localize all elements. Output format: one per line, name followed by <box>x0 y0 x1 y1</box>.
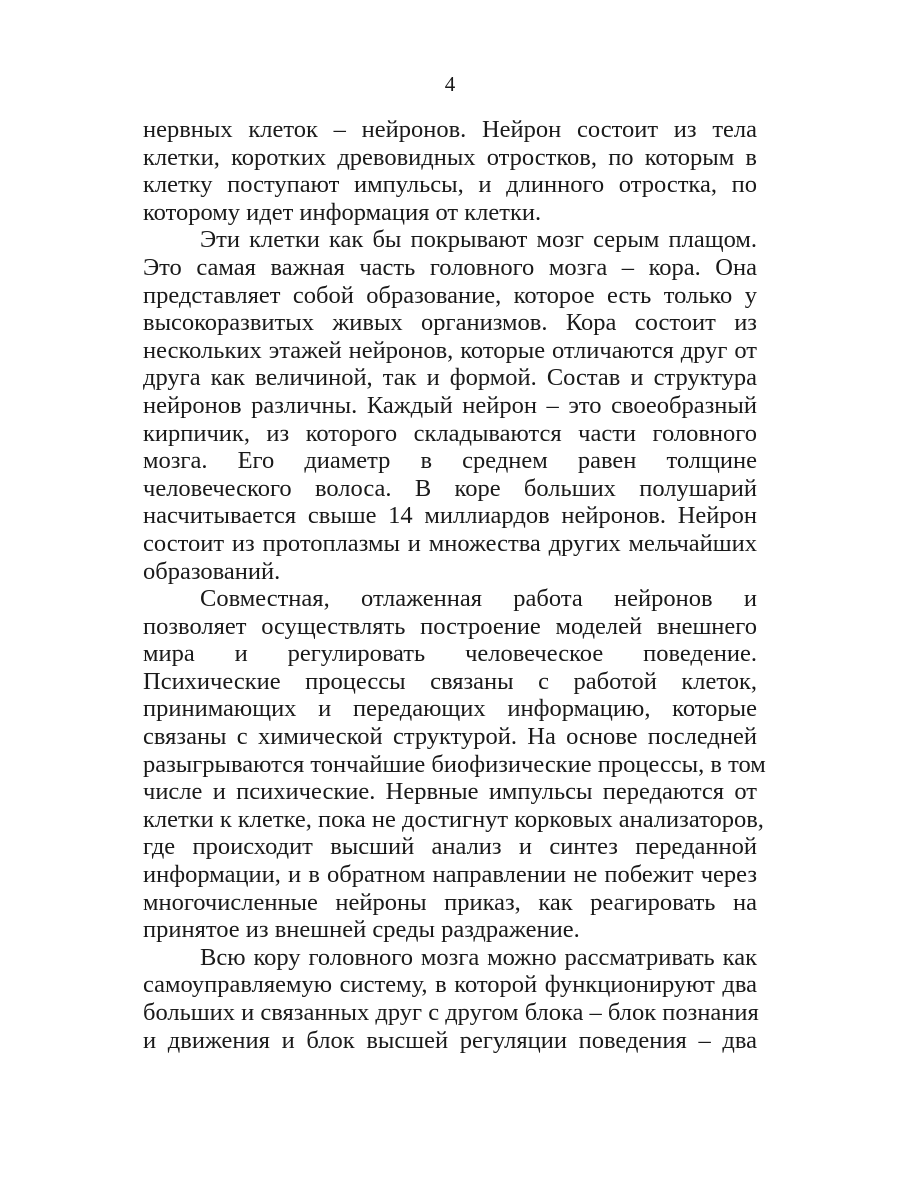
text-line: нейронов различны. Каждый нейрон – это своеобразный <box>143 391 757 419</box>
paragraph <box>143 944 757 1054</box>
paragraph <box>143 116 757 226</box>
text-line: Психические процессы связаны с работой клеток, <box>143 667 757 695</box>
text-line: Совместная, отлаженная работа нейронов и <box>200 585 757 613</box>
text-line: позволяет осуществлять построение моделей внешнего <box>143 612 757 640</box>
text-line: Эти клетки как бы покрывают мозг серым плащом. <box>200 226 757 254</box>
text-line: где происходит высший анализ и синтез переданной <box>143 833 757 861</box>
text-line: высокоразвитых живых организмов. Кора состоит из <box>143 309 757 337</box>
paragraph <box>143 585 766 944</box>
body-text <box>143 116 766 1054</box>
text-line: мира и регулировать человеческое поведение. <box>143 640 757 668</box>
text-line: связаны с химической структурой. На основе последней <box>143 723 757 751</box>
text-line: разыгрываются тончайшие биофизические процессы, в том <box>143 750 766 778</box>
paragraph <box>143 226 757 585</box>
text-line: принятое из внешней среды раздражение. <box>143 916 580 944</box>
text-line: Это самая важная часть головного мозга – кора. Она <box>143 253 757 281</box>
text-line: нескольких этажей нейронов, которые отличаются друг от <box>143 336 757 364</box>
text-line: друга как величиной, так и формой. Состав и структура <box>143 364 757 392</box>
text-line: информации, и в обратном направлении не побежит через <box>143 861 757 889</box>
text-line: образований. <box>143 557 281 585</box>
text-line: клетки, коротких древовидных отростков, по которым в <box>143 143 757 171</box>
page-number: 4 <box>444 72 456 96</box>
text-line: представляет собой образование, которое есть только у <box>143 281 757 309</box>
text-line: принимающих и передающих информацию, которые <box>143 695 757 723</box>
text-line: мозга. Его диаметр в среднем равен толщине <box>143 447 757 475</box>
text-line: Всю кору головного мозга можно рассматривать как <box>200 943 757 971</box>
text-line: самоуправляемую систему, в которой функционируют два <box>143 971 757 999</box>
text-line: которому идет информация от клетки. <box>143 198 542 226</box>
text-line: кирпичик, из которого складываются части головного <box>143 419 757 447</box>
text-line: клетки к клетке, пока не достигнут корковых анализаторов, <box>143 805 764 833</box>
text-line: насчитывается свыше 14 миллиардов нейронов. Нейрон <box>143 502 757 530</box>
text-line: многочисленные нейроны приказ, как реагировать на <box>143 888 757 916</box>
text-line: состоит из протоплазмы и множества других мельчайших <box>143 529 757 557</box>
text-line: человеческого волоса. В коре больших полушарий <box>143 474 757 502</box>
text-line: числе и психические. Нервные импульсы передаются от <box>143 778 757 806</box>
text-line: клетку поступают импульсы, и длинного отростка, по <box>143 171 757 199</box>
text-line: и движения и блок высшей регуляции поведения – два <box>143 1026 757 1054</box>
text-line: нервных клеток – нейронов. Нейрон состоит из тела <box>143 116 757 143</box>
text-line: больших и связанных друг с другом блока – блок познания <box>143 999 759 1026</box>
